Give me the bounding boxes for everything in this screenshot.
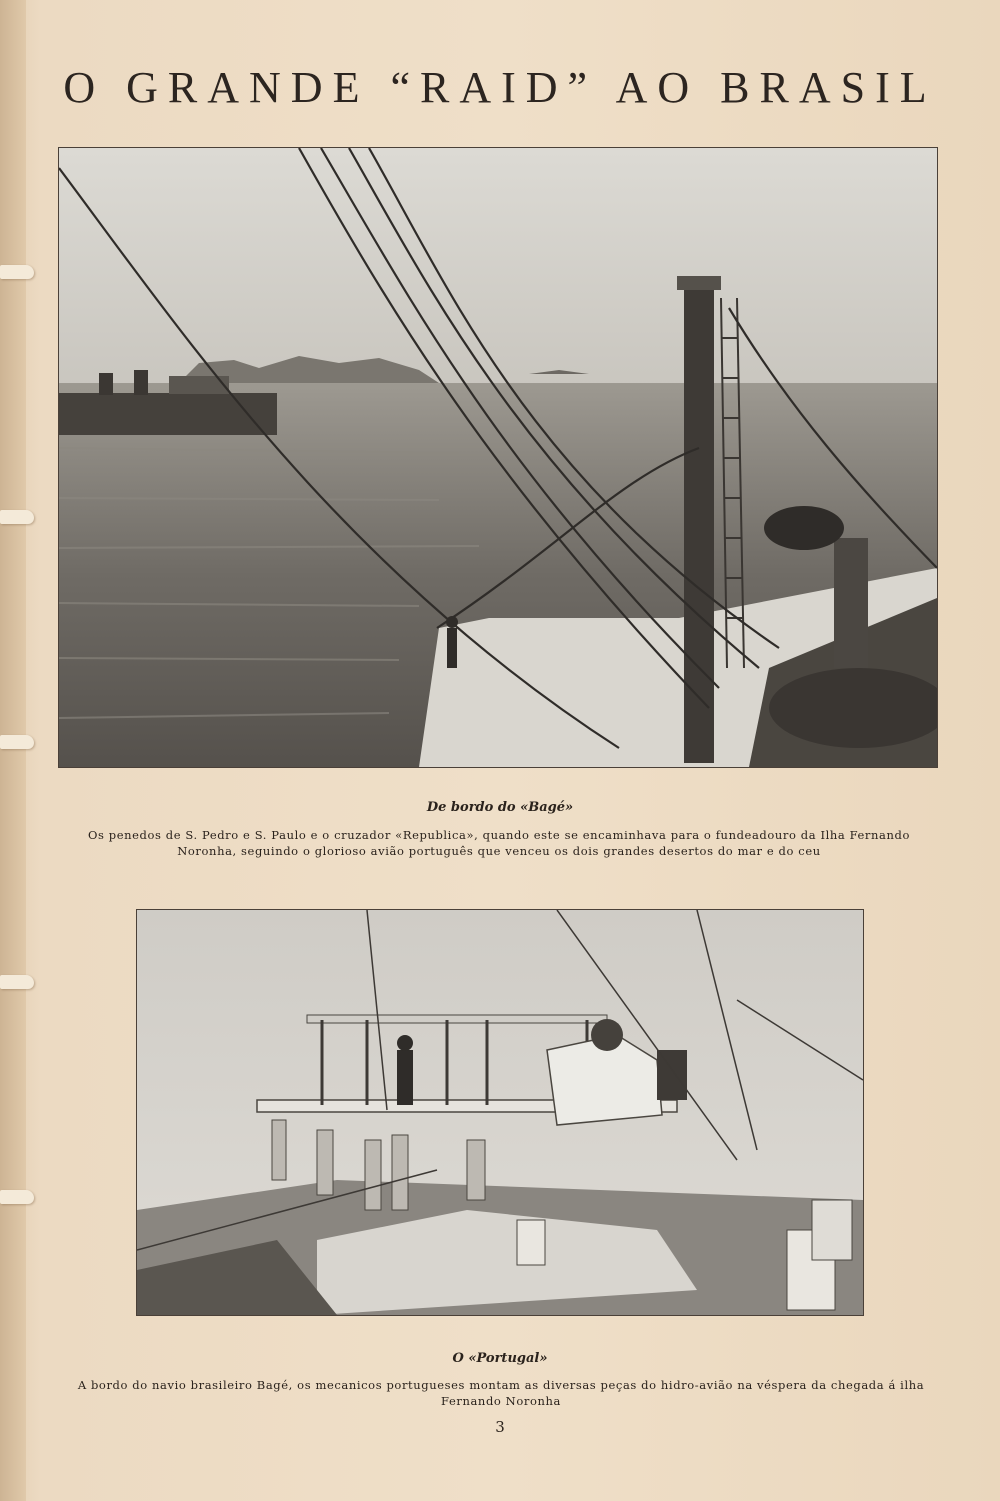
binding-tear: [0, 975, 34, 989]
figure1-caption-title: De bordo do «Bagé»: [426, 800, 574, 815]
page-number: 3: [495, 1418, 505, 1436]
binding-tear: [0, 265, 34, 279]
photo-bage-deck: [58, 147, 938, 768]
figure1-caption-text: Os penedos de S. Pedro e S. Paulo e o cruzador «Republica», quando este se encaminhava para o fundeadouro da Ilha Fernando Noronha, seguindo o glorioso avião português que venceu os dois grandes desertos do mar e do ceu: [87, 828, 910, 858]
binding-tear: [0, 735, 34, 749]
binding-spine: [0, 0, 26, 1501]
photo-portugal-seaplane: [136, 909, 864, 1316]
figure2-caption-text: A bordo do navio brasileiro Bagé, os mecanicos portugueses montam as diversas peças do hidro-avião na véspera da chegada á ilha Fernando Noronha: [77, 1378, 925, 1408]
binding-tear: [0, 1190, 34, 1204]
binding-tear: [0, 510, 34, 524]
page-title: O GRANDE “RAID” AO BRASIL: [63, 63, 937, 112]
figure2-caption-title: O «Portugal»: [452, 1351, 548, 1366]
